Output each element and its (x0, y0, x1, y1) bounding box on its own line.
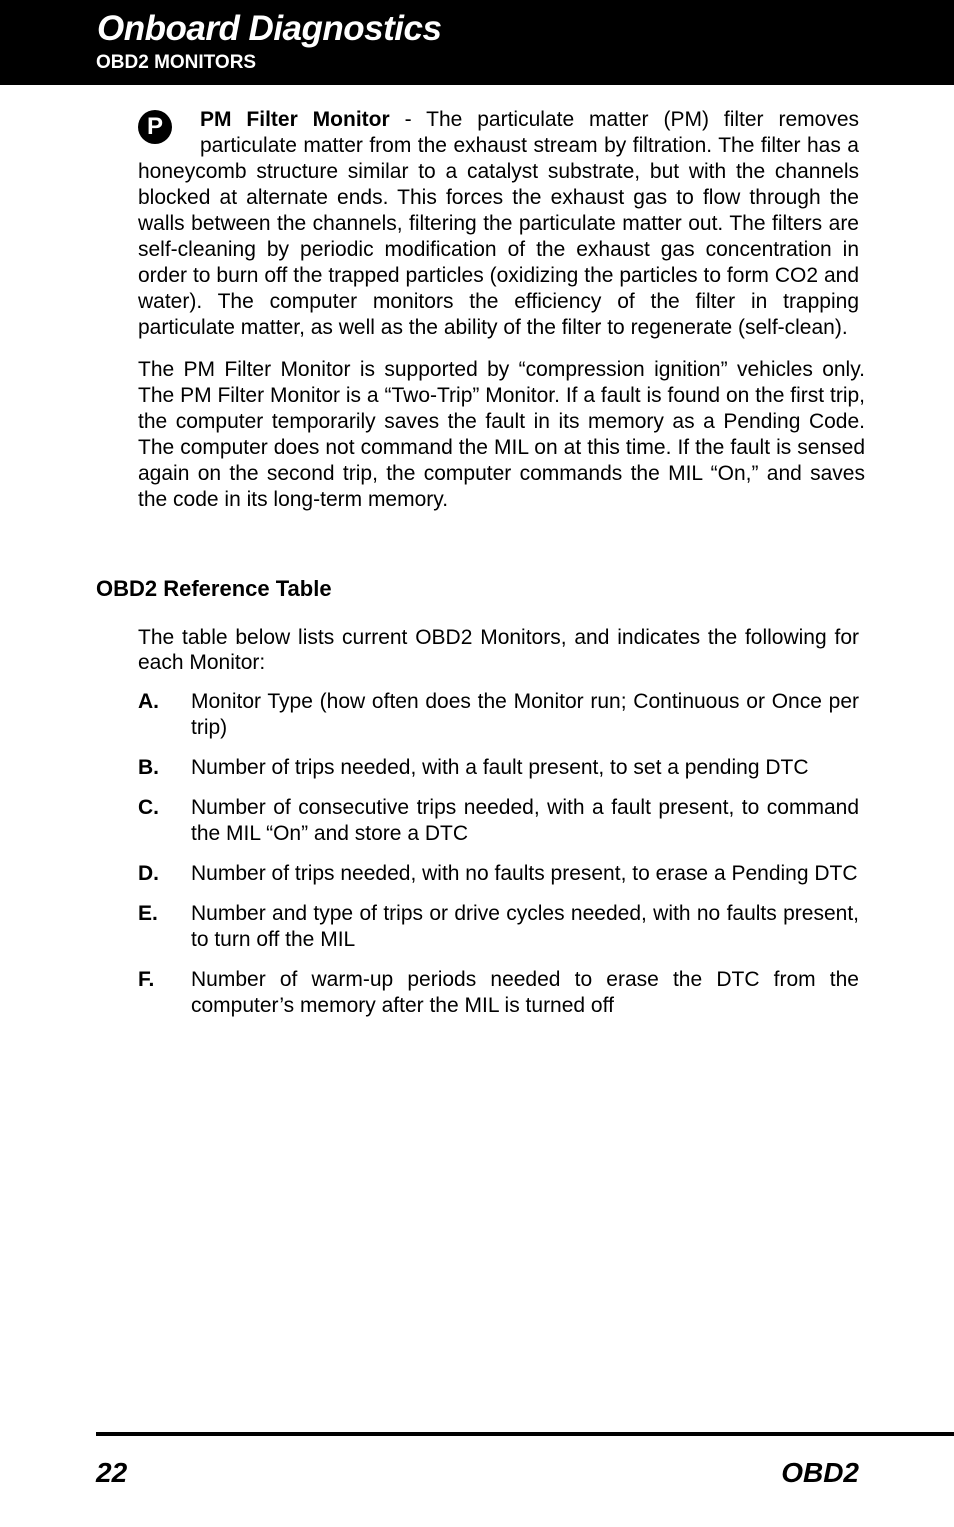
list-item-letter: F. (138, 968, 155, 991)
page-header (0, 0, 954, 85)
footer-section-label: OBD2 (781, 1457, 859, 1488)
list-item-text: Monitor Type (how often does the Monitor run; Continuous or Once per trip) (191, 690, 859, 739)
list-item (138, 901, 859, 953)
reference-intro: The table below lists current OBD2 Monitors, and indicates the following for each Monitor: (138, 626, 859, 674)
pm-filter-paragraph-1 (138, 107, 859, 341)
pm-filter-paragraph-2: The PM Filter Monitor is supported by “compression ignition” vehicles only. The PM Filter Monitor is a “Two-Trip” Monitor. If a fault is found on the first trip, the computer temporarily saves the fault in its memory as a Pending Code. The computer does not command the MIL on at this time. If the fault is sensed again on the second trip, the computer commands the MIL “On,” and saves the code in its long-term memory. (138, 358, 865, 511)
page-number: 22 (96, 1457, 128, 1488)
list-item-letter: A. (138, 690, 159, 713)
list-item (138, 755, 859, 781)
pm-filter-heading: PM Filter Monitor (200, 108, 390, 131)
list-item (138, 689, 859, 741)
list-item-letter: E. (138, 902, 158, 925)
reference-list (138, 689, 859, 1033)
list-item-text: Number of warm-up periods needed to erase the DTC from the computer’s memory after the MIL is turned off (191, 968, 859, 1017)
pm-filter-section (138, 107, 865, 513)
reference-table-heading: OBD2 Reference Table (96, 576, 332, 601)
list-item-text: Number and type of trips or drive cycles needed, with no faults present, to turn off the MIL (191, 902, 859, 951)
page-subtitle: OBD2 MONITORS (96, 52, 257, 73)
pm-filter-lead-text: - The particulate matter (PM) filter removes particulate matter from the exhaust stream by filtration. The filter has a honeycomb structure similar to a catalyst substrate, but with the channels blocked at alternate ends. This forces the exhaust gas to flow through the walls between the channels, filtering the particulate matter out. The filters are self-cleaning by periodic modification of the exhaust gas concentration in order to burn off the trapped particles (oxidizing the particles to form CO2 and water). The computer monitors the efficiency of the filter in trapping particulate matter, as well as the ability of the filter to regenerate (self-clean). (138, 108, 859, 339)
page-title: Onboard Diagnostics (97, 9, 442, 48)
list-item-letter: B. (138, 756, 159, 779)
list-item (138, 967, 859, 1019)
list-item-letter: D. (138, 862, 159, 885)
list-item (138, 795, 859, 847)
p-badge-icon: P (138, 110, 172, 144)
list-item-text: Number of consecutive trips needed, with a fault present, to command the MIL “On” and store a DTC (191, 796, 859, 845)
list-item (138, 861, 859, 887)
list-item-letter: C. (138, 796, 159, 819)
footer-divider (96, 1432, 954, 1436)
list-item-text: Number of trips needed, with no faults present, to erase a Pending DTC (191, 862, 858, 885)
list-item-text: Number of trips needed, with a fault present, to set a pending DTC (191, 756, 809, 779)
